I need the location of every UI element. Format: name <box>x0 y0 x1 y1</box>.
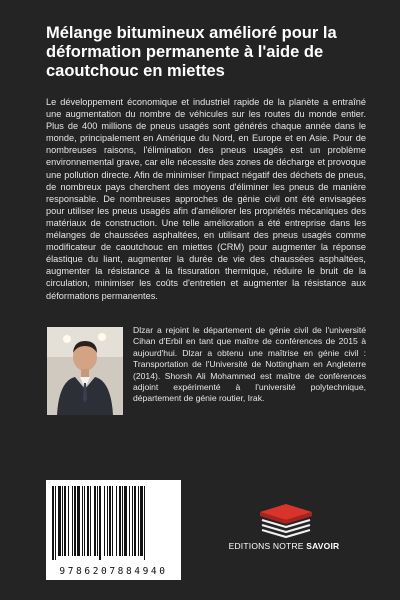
author-bio: Dlzar a rejoint le département de génie civil de l'université Cihan d'Erbil en tant que maître de conférences de 2015 à aujourd'hui. Dlzar a obtenu une maîtrise en génie civil : Transportation de l'Université de Nottingham en Angleterre (2014). Shorsh Ali Mohammed est maître de conférences adjoint expérimenté à l'université polytechnique, département de génie routier, Irak. <box>133 325 366 404</box>
book-summary: Le développement économique et industriel rapide de la planète a entraîné une augmentation du nombre de véhicules sur les routes du monde entier. Plus de 400 millions de pneus usagés sont générés chaque année dans le monde, principalement en Amérique du Nord, en Europe et en Asie. Pour de nombreuses raisons, l'élimination des pneus usagés est un problème environnemental grave, car elle nécessite des zones de décharge et provoque une pollution directe. Afin de minimiser l'impact négatif des déchets de pneus, de nombreux pays cherchent des moyens d'éliminer les pneus de manière responsable. De nombreuses approches de génie civil ont été envisagées pour utiliser les pneus usagés afin d'améliorer les propriétés mécaniques des matériaux de construction. Une telle amélioration a été entreprise dans les mélanges de chaussées asphaltées, en utilisant des pneus usagés comme modificateur de caoutchouc en miettes (CRM) pour augmenter la réponse élastique du liant, augmenter la durée de vie des chaussées asphaltées, augmenter la résistance à la fissuration thermique, réduire le bruit de la circulation, minimiser les coûts d'entretien et augmenter la résistance aux déformations permanentes. <box>46 97 366 301</box>
barcode-bars <box>50 486 177 560</box>
publisher-logo-icon <box>250 500 322 542</box>
author-photo <box>47 327 123 415</box>
publisher-prefix: EDITIONS NOTRE <box>228 541 304 551</box>
isbn-number: 9786207884940 <box>59 566 168 577</box>
publisher-name <box>214 541 354 551</box>
book-title: Mélange bitumineux amélioré pour la déformation permanente à l'aide de caoutchouc en miettes <box>46 24 337 80</box>
author-portrait-image <box>47 327 123 415</box>
isbn-barcode <box>46 480 181 580</box>
publisher-brand: SAVOIR <box>306 541 340 551</box>
